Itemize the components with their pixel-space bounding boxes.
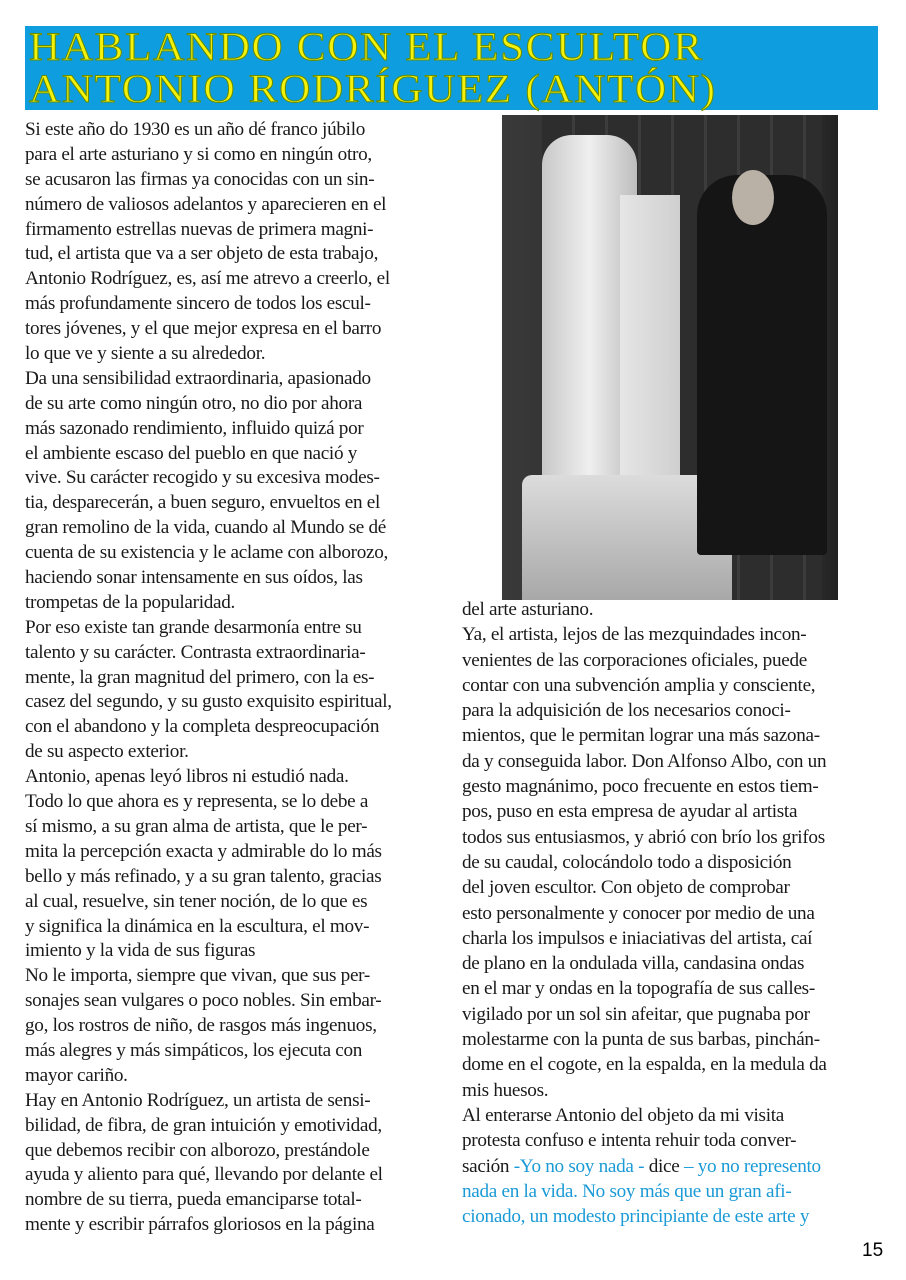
text-line: sonajes sean vulgares o poco nobles. Sin embar-	[25, 990, 382, 1012]
text-line: más profundamente sincero de todos los escul-	[25, 293, 371, 315]
text-line: cuenta de su existencia y le aclame con alborozo,	[25, 542, 389, 564]
text-line: el ambiente escaso del pueblo en que nació y	[25, 442, 358, 464]
text-line: mente, la gran magnitud del primero, con la es-	[25, 666, 375, 688]
title-line-1: HABLANDO CON EL ESCULTOR	[29, 24, 704, 69]
text-line: más alegres y más simpáticos, los ejecuta con	[25, 1039, 363, 1061]
text-line: Al enterarse Antonio del objeto da mi visita	[462, 1104, 784, 1126]
text-line: haciendo sonar intensamente en sus oídos, las	[25, 567, 363, 589]
text-line: tud, el artista que va a ser objeto de esta trabajo,	[25, 243, 379, 265]
text-line: número de valiosos adelantos y aparecieren en el	[25, 193, 387, 215]
text-line: de su aspecto exterior.	[25, 741, 189, 763]
text-line	[462, 1154, 882, 1179]
text-line: go, los rostros de niño, de rasgos más ingenuos,	[25, 1015, 377, 1037]
text-segment: sación	[462, 1155, 514, 1177]
text-line: talento y su carácter. Contrasta extraordinaria-	[25, 641, 366, 663]
text-line: al cual, resuelve, sin tener noción, de lo que es	[25, 890, 368, 912]
quote-segment: – yo no represento	[683, 1155, 821, 1177]
text-line: dome en el cogote, en la espalda, en la medula da	[462, 1054, 827, 1076]
text-line: mita la percepción exacta y admirable do lo más	[25, 840, 382, 862]
text-line: para la adquisición de los necesarios conoci-	[462, 700, 791, 722]
text-line: trompetas de la popularidad.	[25, 591, 236, 613]
quote-segment: -Yo no soy nada -	[513, 1155, 649, 1177]
text-line: protesta confuso e intenta rehuir toda conver-	[462, 1130, 797, 1152]
text-line: tia, desparecerán, a buen seguro, envueltos en el	[25, 492, 381, 514]
text-line: mis huesos.	[462, 1079, 549, 1101]
text-line: Da una sensibilidad extraordinaria, apasionado	[25, 367, 371, 389]
quote-segment: cionado, un modesto principiante de este arte y	[462, 1206, 810, 1228]
text-line: de su caudal, colocándolo todo a disposición	[462, 851, 792, 873]
text-line: Hay en Antonio Rodríguez, un artista de sensi-	[25, 1089, 371, 1111]
text-segment: dice	[648, 1155, 684, 1177]
text-line: en el mar y ondas en la topografía de sus calles-	[462, 978, 815, 1000]
text-line: todos sus entusiasmos, y abrió con brío los grifos	[462, 826, 825, 848]
text-line: lo que ve y siente a su alrededor.	[25, 343, 266, 365]
text-line: contar con una subvención amplia y consciente,	[462, 674, 816, 696]
text-line: ayuda y aliento para qué, llevando por delante el	[25, 1164, 383, 1186]
text-line: con el abandono y la completa despreocupación	[25, 716, 380, 738]
text-line: bello y más refinado, y a su gran talento, gracias	[25, 865, 382, 887]
title-line-2: ANTONIO RODRÍGUEZ (ANTÓN)	[29, 66, 717, 111]
text-line: mayor cariño.	[25, 1064, 128, 1086]
text-line: se acusaron las firmas ya conocidas con un sin-	[25, 168, 375, 190]
text-line: charla los impulsos e iniaciativas del artista, caí	[462, 927, 813, 949]
right-column-text	[462, 597, 882, 1229]
text-line: de su arte como ningún otro, no dio por ahora	[25, 392, 363, 414]
text-line: y significa la dinámica en la escultura, el mov-	[25, 915, 370, 937]
text-line: tores jóvenes, y el que mejor expresa en el barro	[25, 318, 382, 340]
text-line: mente y escribir párrafos gloriosos en la página	[25, 1214, 375, 1236]
text-line: Antonio Rodríguez, es, así me atrevo a creerlo, el	[25, 268, 390, 290]
text-line: sí mismo, a su gran alma de artista, que le per-	[25, 815, 368, 837]
text-line: para el arte asturiano y si como en ningún otro,	[25, 143, 372, 165]
text-line: Si este año do 1930 es un año dé franco júbilo	[25, 119, 366, 140]
text-line: pos, puso en esta empresa de ayudar al artista	[462, 801, 798, 823]
left-column-text	[25, 118, 445, 1238]
text-line: esto personalmente y conocer por medio de una	[462, 902, 815, 924]
text-line: del arte asturiano.	[462, 599, 594, 620]
text-line: gran remolino de la vida, cuando al Mundo se dé	[25, 517, 387, 539]
text-line: vigilado por un sol sin afeitar, que pugnaba por	[462, 1003, 810, 1025]
text-line: casez del segundo, y su gusto exquisito espiritual,	[25, 691, 392, 713]
text-line: mientos, que le permitan lograr una más sazona-	[462, 725, 820, 747]
text-line: molestarme con la punta de sus barbas, pinchán-	[462, 1029, 820, 1051]
text-line: imiento y la vida de sus figuras	[25, 940, 256, 962]
text-line: más sazonado rendimiento, influido quizá por	[25, 417, 364, 439]
text-line: nombre de su tierra, pueda emanciparse total-	[25, 1189, 362, 1211]
text-line: venientes de las corporaciones oficiales, puede	[462, 649, 807, 671]
text-line: da y conseguida labor. Don Alfonso Albo, con un	[462, 750, 827, 772]
quote-segment: nada en la vida. No soy más que un gran afi-	[462, 1180, 792, 1202]
text-line: bilidad, de fibra, de gran intuición y emotividad,	[25, 1114, 382, 1136]
text-line: del joven escultor. Con objeto de comprobar	[462, 877, 790, 899]
text-line: gesto magnánimo, poco frecuente en estos tiem-	[462, 776, 819, 798]
title-banner	[25, 26, 878, 110]
text-line: de plano en la ondulada villa, candasina ondas	[462, 953, 805, 975]
text-line: que debemos recibir con alborozo, prestándole	[25, 1139, 370, 1161]
text-line	[462, 1179, 882, 1204]
text-line: Todo lo que ahora es y representa, se lo debe a	[25, 791, 369, 813]
article-title	[29, 26, 717, 110]
page-number: 15	[862, 1240, 884, 1261]
photo-sculptor-with-statue-icon	[502, 115, 838, 600]
text-line: firmamento estrellas nuevas de primera magni-	[25, 218, 374, 240]
text-line: vive. Su carácter recogido y su excesiva modes-	[25, 467, 380, 489]
text-line: Ya, el artista, lejos de las mezquindades incon-	[462, 624, 807, 646]
text-line: Por eso existe tan grande desarmonía entre su	[25, 616, 362, 638]
text-line: Antonio, apenas leyó libros ni estudió nada.	[25, 766, 349, 788]
text-line: No le importa, siempre que vivan, que sus per-	[25, 965, 370, 987]
text-line	[462, 1204, 882, 1229]
